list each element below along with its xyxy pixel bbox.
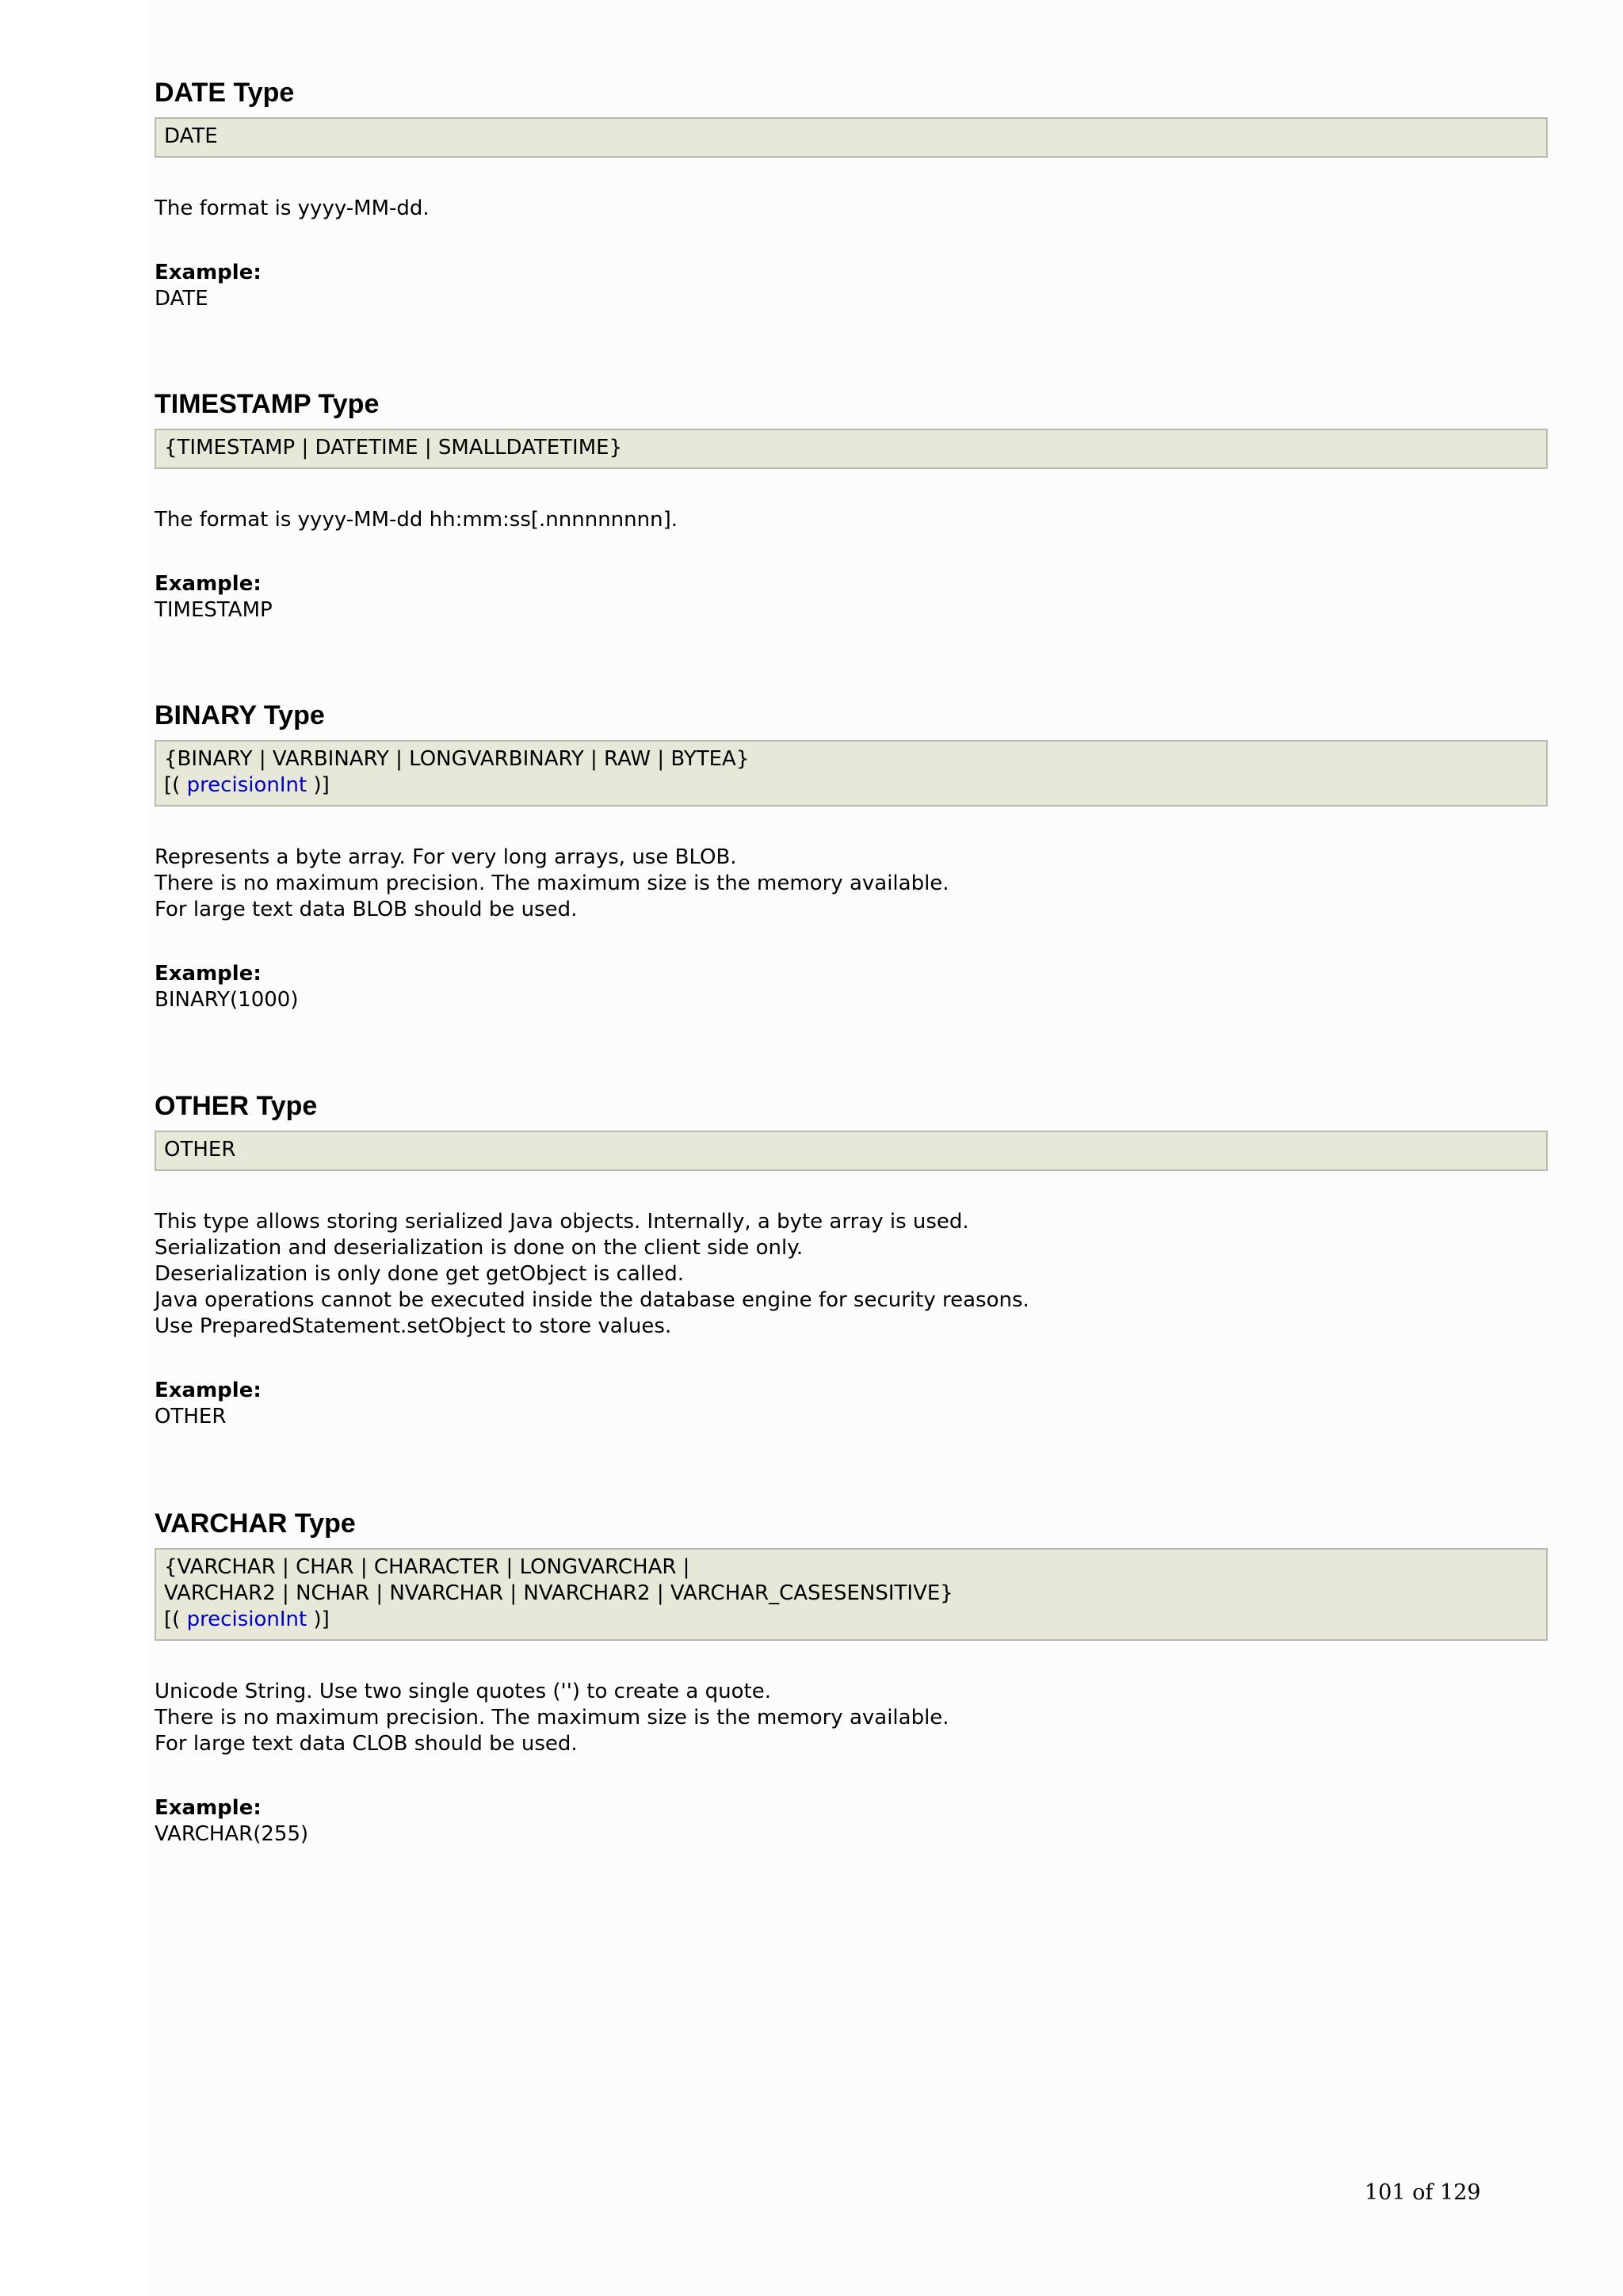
syntax-line: OTHER	[164, 1138, 236, 1161]
description	[155, 1679, 1548, 1757]
page-number: 101 of 129	[1365, 2180, 1481, 2205]
example-value: VARCHAR(255)	[155, 1822, 309, 1846]
precision-int-link[interactable]: precisionInt	[186, 1608, 307, 1631]
section-title: DATE Type	[155, 78, 295, 108]
example-label: Example:	[155, 1796, 262, 1820]
syntax-precision-line	[164, 772, 1538, 799]
syntax-box	[155, 1131, 1548, 1171]
section-date-type	[155, 74, 1548, 312]
example-value: OTHER	[155, 1405, 227, 1428]
description	[155, 507, 1548, 533]
section-timestamp-type	[155, 386, 1548, 624]
example-value: BINARY(1000)	[155, 988, 299, 1012]
section-binary-type	[155, 697, 1548, 1013]
description-line: Serialization and deserialization is done on the client side only.	[155, 1236, 804, 1260]
syntax-box	[155, 740, 1548, 807]
description-line: Use PreparedStatement.setObject to store values.	[155, 1314, 672, 1338]
syntax-box	[155, 1548, 1548, 1641]
syntax-line: DATE	[164, 124, 218, 148]
precision-suffix: )]	[307, 773, 330, 797]
description-line: Unicode String. Use two single quotes ('') to create a quote.	[155, 1680, 771, 1703]
description-line: The format is yyyy-MM-dd.	[155, 196, 430, 220]
description-line: The format is yyyy-MM-dd hh:mm:ss[.nnnnnnnnn].	[155, 508, 678, 532]
example-value: DATE	[155, 287, 208, 311]
description	[155, 845, 1548, 923]
syntax-line: {BINARY | VARBINARY | LONGVARBINARY | RAW | BYTEA}	[164, 747, 750, 771]
precision-suffix: )]	[307, 1608, 330, 1631]
syntax-line: {VARCHAR | CHAR | CHARACTER | LONGVARCHAR |	[164, 1555, 690, 1579]
description-line: For large text data CLOB should be used.	[155, 1732, 578, 1756]
section-varchar-type	[155, 1505, 1548, 1848]
description-line: Deserialization is only done get getObject is called.	[155, 1262, 685, 1286]
precision-int-link[interactable]: precisionInt	[186, 773, 307, 797]
example-label: Example:	[155, 261, 262, 284]
section-other-type	[155, 1088, 1548, 1430]
description-line: There is no maximum precision. The maximum size is the memory available.	[155, 871, 949, 895]
section-title: BINARY Type	[155, 700, 325, 730]
section-title: VARCHAR Type	[155, 1508, 356, 1539]
example-label: Example:	[155, 572, 262, 596]
syntax-box	[155, 429, 1548, 469]
example-label: Example:	[155, 1379, 262, 1402]
syntax-box	[155, 117, 1548, 158]
example-label: Example:	[155, 962, 262, 986]
example-value: TIMESTAMP	[155, 598, 273, 622]
description-line: Java operations cannot be executed inside the database engine for security reasons.	[155, 1288, 1029, 1312]
syntax-line: VARCHAR2 | NCHAR | NVARCHAR | NVARCHAR2 | VARCHAR_CASESENSITIVE}	[164, 1581, 953, 1605]
section-title: OTHER Type	[155, 1091, 318, 1121]
description-line: There is no maximum precision. The maximum size is the memory available.	[155, 1706, 949, 1730]
description-line: This type allows storing serialized Java objects. Internally, a byte array is used.	[155, 1210, 969, 1234]
description-line: Represents a byte array. For very long arrays, use BLOB.	[155, 845, 737, 869]
syntax-line: {TIMESTAMP | DATETIME | SMALLDATETIME}	[164, 436, 623, 460]
precision-prefix: [(	[164, 773, 187, 797]
description	[155, 196, 1548, 222]
description-line: For large text data BLOB should be used.	[155, 898, 578, 921]
syntax-precision-line	[164, 1607, 1538, 1633]
precision-prefix: [(	[164, 1608, 187, 1631]
description	[155, 1209, 1548, 1340]
section-title: TIMESTAMP Type	[155, 389, 380, 419]
